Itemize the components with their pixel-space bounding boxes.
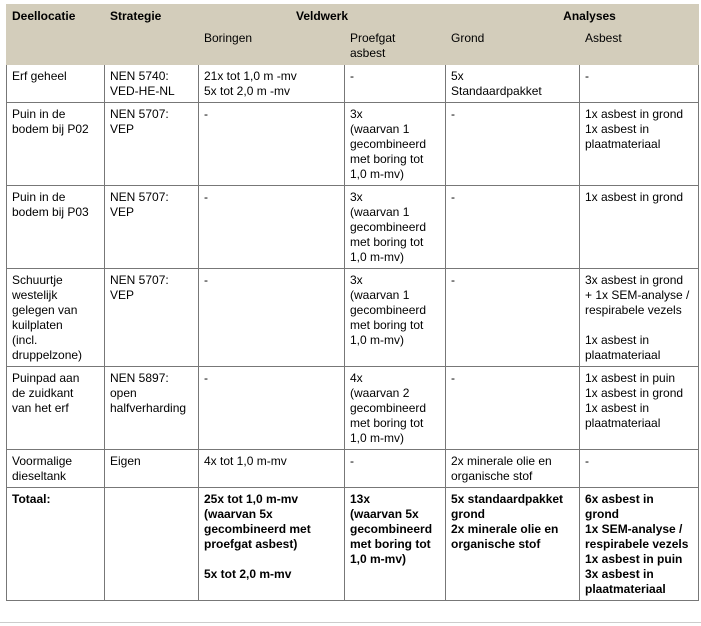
total-grond: 5x standaardpakket grond 2x minerale olie en organische stof <box>446 488 580 601</box>
header-empty-2 <box>105 27 199 65</box>
cell-proefgat: 3x (waarvan 1 gecombineerd met boring tot 1,0 m-mv) <box>345 103 446 186</box>
cell-strategie: NEN 5707: VEP <box>105 186 199 269</box>
page-divider <box>0 622 701 623</box>
header-analyses: Analyses <box>446 5 699 28</box>
cell-deellocatie: Voormalige dieseltank <box>7 450 105 488</box>
total-proefgat: 13x (waarvan 5x gecombineerd met boring tot 1,0 m-mv) <box>345 488 446 601</box>
table-row <box>7 269 699 367</box>
cell-strategie: NEN 5707: VEP <box>105 269 199 367</box>
cell-deellocatie: Erf geheel <box>7 65 105 103</box>
cell-proefgat: 3x (waarvan 1 gecombineerd met boring tot 1,0 m-mv) <box>345 186 446 269</box>
header-asbest: Asbest <box>580 27 699 65</box>
totals-row <box>7 488 699 601</box>
cell-boringen: - <box>199 103 345 186</box>
cell-grond: 2x minerale olie en organische stof <box>446 450 580 488</box>
cell-boringen: - <box>199 269 345 367</box>
cell-boringen: - <box>199 367 345 450</box>
cell-deellocatie: Puinpad aan de zuidkant van het erf <box>7 367 105 450</box>
cell-proefgat: 3x (waarvan 1 gecombineerd met boring tot 1,0 m-mv) <box>345 269 446 367</box>
cell-asbest: 1x asbest in puin 1x asbest in grond 1x asbest in plaatmateriaal <box>580 367 699 450</box>
cell-deellocatie: Puin in de bodem bij P03 <box>7 186 105 269</box>
header-row-1 <box>7 5 699 28</box>
header-boringen: Boringen <box>199 27 345 65</box>
table-row <box>7 186 699 269</box>
cell-proefgat: - <box>345 450 446 488</box>
cell-grond: 5x Standaardpakket <box>446 65 580 103</box>
investigation-table <box>6 4 699 601</box>
cell-strategie: NEN 5707: VEP <box>105 103 199 186</box>
cell-strategie: NEN 5740: VED-HE-NL <box>105 65 199 103</box>
cell-asbest: 1x asbest in grond <box>580 186 699 269</box>
cell-grond: - <box>446 269 580 367</box>
header-empty-1 <box>7 27 105 65</box>
cell-boringen: - <box>199 186 345 269</box>
cell-grond: - <box>446 367 580 450</box>
cell-deellocatie: Schuurtje westelijk gelegen van kuilplaten (incl. druppelzone) <box>7 269 105 367</box>
table-row <box>7 65 699 103</box>
cell-proefgat: 4x (waarvan 2 gecombineerd met boring tot 1,0 m-mv) <box>345 367 446 450</box>
cell-proefgat: - <box>345 65 446 103</box>
header-deellocatie: Deellocatie <box>7 5 105 28</box>
total-label: Totaal: <box>7 488 105 601</box>
header-strategie: Strategie <box>105 5 199 28</box>
cell-grond: - <box>446 186 580 269</box>
cell-strategie: Eigen <box>105 450 199 488</box>
table-row <box>7 450 699 488</box>
total-boringen: 25x tot 1,0 m-mv (waarvan 5x gecombineerd met proefgat asbest) 5x tot 2,0 m-mv <box>199 488 345 601</box>
header-proefgat: Proefgat asbest <box>345 27 446 65</box>
table-row <box>7 103 699 186</box>
total-strategie <box>105 488 199 601</box>
header-grond: Grond <box>446 27 580 65</box>
cell-deellocatie: Puin in de bodem bij P02 <box>7 103 105 186</box>
cell-boringen: 4x tot 1,0 m-mv <box>199 450 345 488</box>
cell-asbest: 1x asbest in grond 1x asbest in plaatmateriaal <box>580 103 699 186</box>
header-veldwerk: Veldwerk <box>199 5 446 28</box>
table-row <box>7 367 699 450</box>
cell-grond: - <box>446 103 580 186</box>
cell-asbest: - <box>580 65 699 103</box>
cell-strategie: NEN 5897: open halfverharding <box>105 367 199 450</box>
total-asbest: 6x asbest in grond 1x SEM-analyse / respirabele vezels 1x asbest in puin 3x asbest in plaatmateriaal <box>580 488 699 601</box>
header-row-2 <box>7 27 699 65</box>
cell-asbest: - <box>580 450 699 488</box>
cell-asbest: 3x asbest in grond + 1x SEM-analyse / respirabele vezels 1x asbest in plaatmateriaal <box>580 269 699 367</box>
cell-boringen: 21x tot 1,0 m -mv 5x tot 2,0 m -mv <box>199 65 345 103</box>
